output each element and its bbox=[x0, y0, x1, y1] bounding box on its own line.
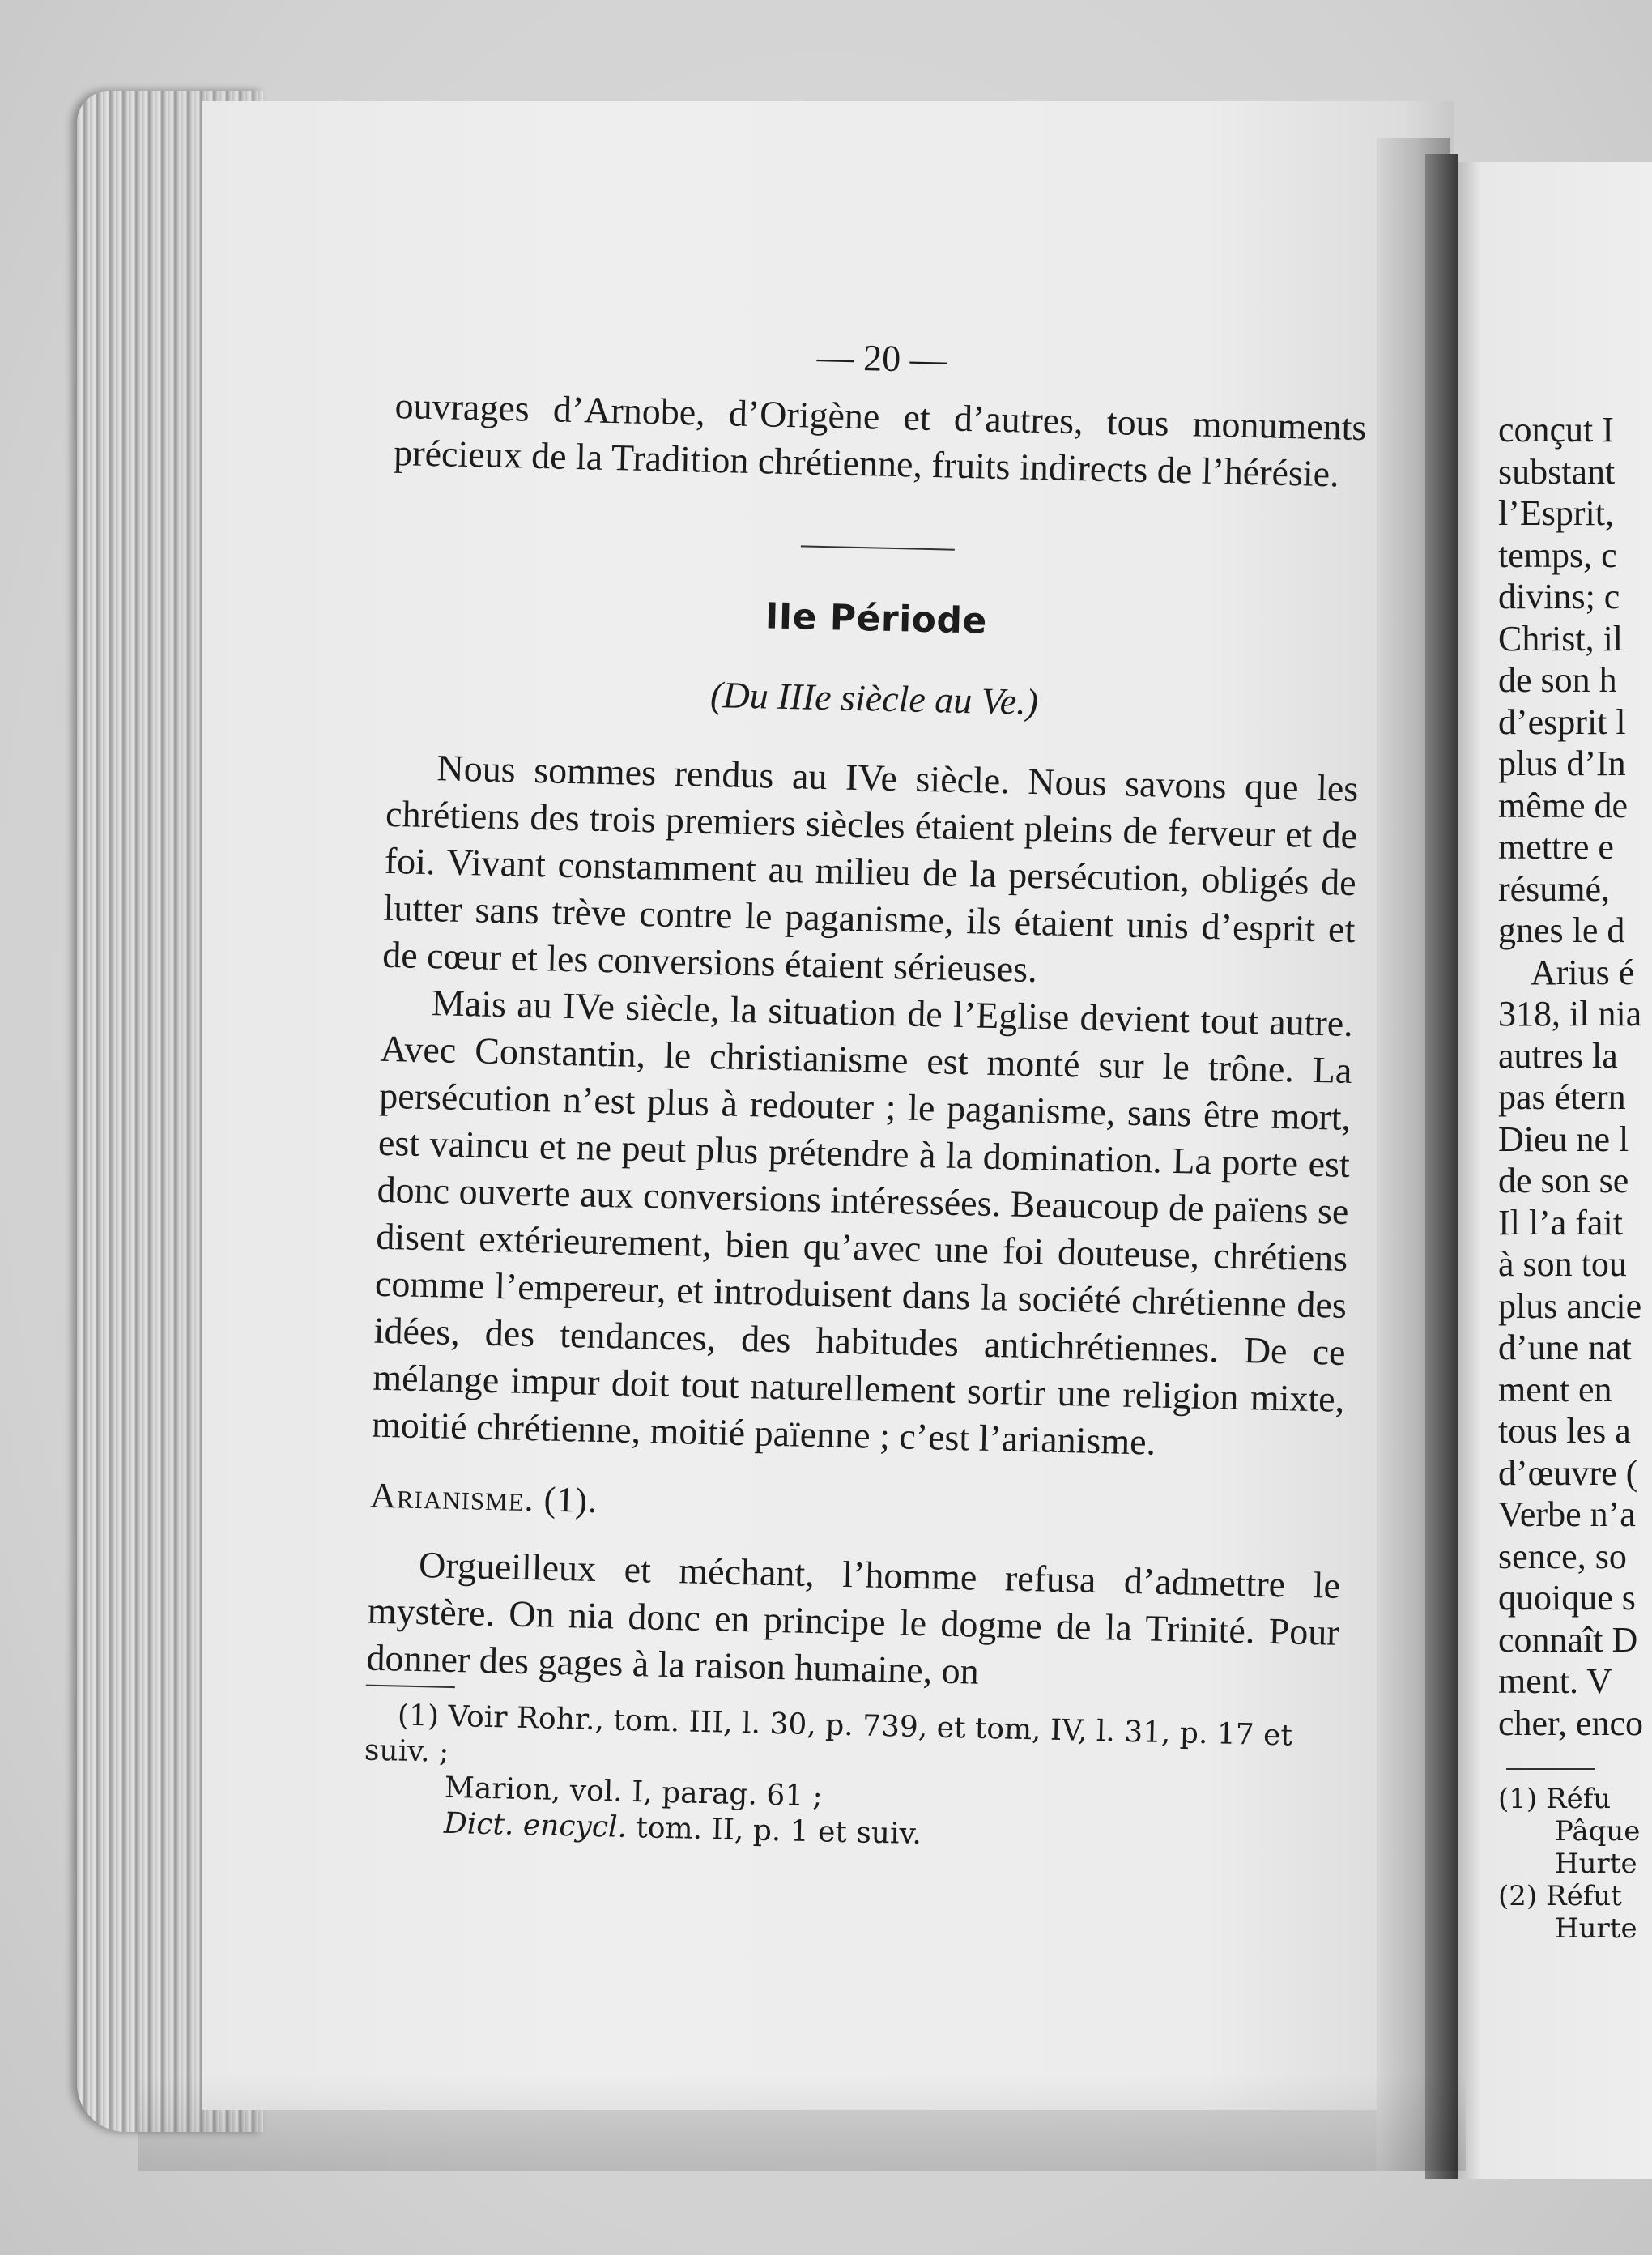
right-line: ment en bbox=[1498, 1369, 1612, 1409]
left-page-text bbox=[363, 324, 1369, 1862]
right-line: temps, c bbox=[1498, 535, 1617, 575]
right-line: gnes le d bbox=[1498, 910, 1625, 950]
right-line: divins; c bbox=[1498, 577, 1620, 616]
right-line: de son h bbox=[1498, 660, 1617, 700]
right-block-1 bbox=[1498, 409, 1652, 952]
right-line: Dieu ne l bbox=[1498, 1119, 1629, 1159]
footnote-1-line-2: Marion, vol. I, parag. 61 ; bbox=[444, 1771, 824, 1814]
paragraph-2: Mais au IVe siècle, la situation de l’Eglise devient tout autre. Avec Constantin, le christianisme est monté sur le trône. La persécution n’est plus à redouter ; le paganisme, sans être mort, est vaincu et ne peut plus prétendre à la domination. La porte est donc ouverte aux conversions intéressées. Beaucoup de païens se disent extérieurement, bien qu’avec une foi douteuse, chrétiens comme l’empereur, et introduisent dans la société chrétienne des idées, des tendances, des habitudes antichrétiennes. De ce mélange impur doit tout naturellement sortir une religion mixte, moitié chrétienne, moitié païenne ; c’est l’arianisme. bbox=[371, 982, 1354, 1463]
right-line: connaît D bbox=[1498, 1619, 1638, 1660]
right-line: plus ancie bbox=[1498, 1285, 1642, 1326]
right-line: conçut I bbox=[1498, 410, 1614, 450]
right-line: ment. V bbox=[1498, 1661, 1612, 1701]
section-title: IIe Période bbox=[764, 595, 988, 642]
footnote-1-line-3-rest: tom. II, p. 1 et suiv. bbox=[626, 1810, 922, 1852]
right-footnotes bbox=[1498, 1783, 1652, 1945]
right-line: pas étern bbox=[1498, 1077, 1626, 1117]
right-line: cher, enco bbox=[1498, 1703, 1644, 1743]
right-line: de son se bbox=[1498, 1161, 1629, 1200]
right-line: l’Esprit, bbox=[1498, 493, 1614, 533]
footnote-1-line-3-italic: Dict. encycl. bbox=[443, 1806, 628, 1844]
right-line: autres la bbox=[1498, 1035, 1618, 1076]
right-line: mettre e bbox=[1498, 827, 1614, 867]
section-subtitle: (Du IIIe siècle au Ve.) bbox=[709, 673, 1039, 723]
right-line: à son tou bbox=[1498, 1244, 1627, 1284]
section-divider bbox=[801, 545, 955, 550]
right-block-2 bbox=[1498, 952, 1652, 1745]
page-number: — 20 — bbox=[816, 335, 948, 381]
right-line: substant bbox=[1498, 451, 1616, 492]
right-page-text bbox=[1498, 409, 1652, 1945]
right-footnote-line: (2) Réfut bbox=[1498, 1880, 1622, 1912]
right-line: résumé, bbox=[1498, 868, 1611, 909]
right-line: tous les a bbox=[1498, 1411, 1631, 1451]
right-line: Il l’a fait bbox=[1498, 1202, 1623, 1243]
paragraph-3: Orgueilleux et méchant, l’homme refusa d’admettre le mystère. On nia donc en principe le dogme de la Trinité. Pour donner des gages à la raison humaine, on bbox=[366, 1544, 1341, 1692]
book-spine-shadow bbox=[1425, 154, 1458, 2179]
arianisme-heading: Arianisme. (1). bbox=[369, 1475, 598, 1520]
right-line: Verbe n’a bbox=[1498, 1494, 1636, 1534]
right-line: plus d’In bbox=[1498, 744, 1626, 783]
right-footnote-divider bbox=[1506, 1768, 1595, 1770]
paragraph-1: Nous sommes rendus au IVe siècle. Nous savons que les chrétiens des trois premiers siècles étaient pleins de ferveur et de foi. Vivant constamment au milieu de la persécution, obligés de lutter sans trève contre le paganisme, ils étaient unis d’esprit et de cœur et les conversions étaient sérieuses. bbox=[381, 747, 1359, 991]
right-line: d’esprit l bbox=[1498, 701, 1626, 742]
right-line: même de bbox=[1498, 785, 1629, 825]
right-footnote-line: Hurte bbox=[1555, 1848, 1637, 1880]
footnote-divider bbox=[366, 1685, 455, 1688]
right-line: 318, il nia bbox=[1498, 994, 1642, 1034]
right-line: Christ, il bbox=[1498, 618, 1624, 659]
opening-paragraph: ouvrages d’Arnobe, d’Origène et d’autres, tous monuments précieux de la Tradition chrétienne, fruits indirects de l’hérésie. bbox=[393, 384, 1367, 495]
right-line: quoique s bbox=[1498, 1578, 1636, 1618]
right-line: sence, so bbox=[1498, 1536, 1627, 1576]
footnotes bbox=[363, 1698, 1338, 1862]
right-footnote-line: Pâque bbox=[1555, 1815, 1641, 1848]
right-line: d’œuvre ( bbox=[1498, 1452, 1638, 1493]
footnote-1-line-1: (1) Voir Rohr., tom. III, l. 30, p. 739, et tom, IV, l. 31, p. 17 et suiv. ; bbox=[364, 1699, 1293, 1769]
right-line: Arius é bbox=[1531, 952, 1635, 992]
page-bottom-shadow bbox=[138, 2074, 1466, 2171]
right-footnote-line: (1) Réfu bbox=[1498, 1783, 1612, 1815]
right-footnote-line: Hurte bbox=[1555, 1912, 1637, 1945]
right-line: d’une nat bbox=[1498, 1328, 1632, 1367]
